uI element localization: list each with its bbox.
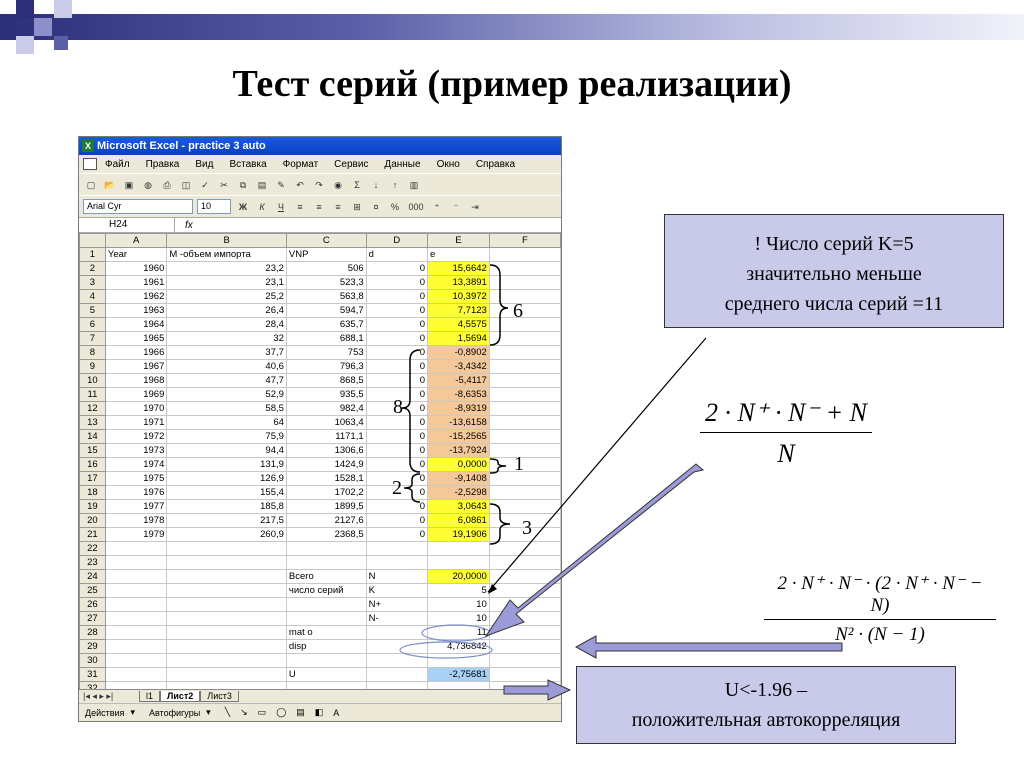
cell-d[interactable]: 0 bbox=[366, 276, 427, 290]
row-header[interactable]: 11 bbox=[80, 388, 106, 402]
cell-c[interactable]: 868,5 bbox=[286, 374, 366, 388]
cell-b[interactable]: 260,9 bbox=[167, 528, 287, 542]
cell-c[interactable]: 688,1 bbox=[286, 332, 366, 346]
conclusion-line-1: U<-1.96 – bbox=[724, 679, 808, 701]
row-header[interactable]: 24 bbox=[80, 570, 106, 584]
run-count-label-1: 1 bbox=[514, 453, 524, 475]
row-header[interactable]: 28 bbox=[80, 626, 106, 640]
cell-b[interactable]: 64 bbox=[167, 416, 287, 430]
cell-d[interactable]: 0 bbox=[366, 402, 427, 416]
cell-a[interactable]: 1970 bbox=[105, 402, 167, 416]
cell-e[interactable]: -2,75681 bbox=[428, 668, 490, 682]
brace-run-1 bbox=[490, 459, 506, 473]
row-header[interactable]: 13 bbox=[80, 416, 106, 430]
hyperlink-icon[interactable]: ◉ bbox=[334, 179, 342, 190]
callout-pointer-line bbox=[488, 338, 706, 592]
cell-d[interactable]: 0 bbox=[366, 332, 427, 346]
menu-tools[interactable]: Сервис bbox=[334, 158, 369, 170]
arrow-tool-icon[interactable]: ↘ bbox=[240, 707, 248, 717]
cell-b[interactable]: 126,9 bbox=[167, 472, 287, 486]
cell-a[interactable]: 1969 bbox=[105, 388, 167, 402]
cell-d[interactable]: 0 bbox=[366, 444, 427, 458]
cell-b[interactable]: 40,6 bbox=[167, 360, 287, 374]
cell-a[interactable]: 1967 bbox=[105, 360, 167, 374]
thousands-icon[interactable]: 000 bbox=[408, 201, 424, 212]
cell-b[interactable]: 58,5 bbox=[167, 402, 287, 416]
cell-d[interactable]: 0 bbox=[366, 290, 427, 304]
cell-c[interactable]: 796,3 bbox=[286, 360, 366, 374]
cell-b[interactable]: 28,4 bbox=[167, 318, 287, 332]
cell-c[interactable]: Всего bbox=[286, 570, 366, 584]
column-header-d[interactable]: D bbox=[366, 234, 427, 248]
mean-formula-numerator: 2 · N⁺ · N⁻ + N bbox=[700, 398, 872, 433]
cell-a[interactable]: 1979 bbox=[105, 528, 167, 542]
row-header[interactable]: 29 bbox=[80, 640, 106, 654]
row-header[interactable]: 20 bbox=[80, 514, 106, 528]
cell-c[interactable]: 982,4 bbox=[286, 402, 366, 416]
cell-c[interactable]: число серий bbox=[286, 584, 366, 598]
run-count-label-8: 8 bbox=[393, 396, 403, 418]
cell-c[interactable]: disp bbox=[286, 640, 366, 654]
cell-d[interactable]: d bbox=[366, 248, 427, 262]
cell-e[interactable]: -13,7924 bbox=[428, 444, 490, 458]
row-header[interactable]: 26 bbox=[80, 598, 106, 612]
row-header[interactable]: 3 bbox=[80, 276, 106, 290]
row-header[interactable]: 7 bbox=[80, 332, 106, 346]
column-header-a[interactable]: A bbox=[105, 234, 167, 248]
cell-d[interactable]: 0 bbox=[366, 458, 427, 472]
cell-a[interactable]: 1962 bbox=[105, 290, 167, 304]
cell-c[interactable]: 2368,5 bbox=[286, 528, 366, 542]
menu-file[interactable]: Файл bbox=[105, 158, 130, 170]
autoshapes-menu[interactable]: Автофигуры bbox=[148, 707, 201, 718]
cell-a[interactable]: 1973 bbox=[105, 444, 167, 458]
runs-note-line-2: значительно меньше bbox=[746, 263, 922, 285]
cell-c[interactable]: 506 bbox=[286, 262, 366, 276]
callout-pointer-head bbox=[488, 584, 497, 594]
column-header-c[interactable]: C bbox=[286, 234, 366, 248]
textbox-tool-icon[interactable]: ▤ bbox=[296, 707, 305, 717]
cell-d[interactable]: N- bbox=[366, 612, 427, 626]
column-header-e[interactable]: E bbox=[428, 234, 490, 248]
menu-insert[interactable]: Вставка bbox=[229, 158, 267, 170]
cell-e[interactable]: 7,7123 bbox=[428, 304, 490, 318]
cell-c[interactable]: 1424,9 bbox=[286, 458, 366, 472]
row-header[interactable]: 8 bbox=[80, 346, 106, 360]
permission-icon[interactable]: ◍ bbox=[144, 179, 152, 190]
cell-e[interactable]: 5 bbox=[428, 584, 490, 598]
name-box[interactable]: H24 bbox=[79, 218, 175, 232]
cell-c[interactable]: 935,5 bbox=[286, 388, 366, 402]
cell-b[interactable]: 37,7 bbox=[167, 346, 287, 360]
cell-b[interactable]: 185,8 bbox=[167, 500, 287, 514]
cell-a[interactable]: Year bbox=[105, 248, 167, 262]
cell-c[interactable]: 753 bbox=[286, 346, 366, 360]
cell-c[interactable]: 1702,2 bbox=[286, 486, 366, 500]
cell-e[interactable]: e bbox=[428, 248, 490, 262]
drawing-toolbar: Действия ▾ Автофигуры ▾ ╲ ↘ ▭ ◯ ▤ ◧ A bbox=[79, 703, 561, 721]
row-header[interactable]: 10 bbox=[80, 374, 106, 388]
row-header[interactable]: 6 bbox=[80, 318, 106, 332]
cell-a[interactable]: 1971 bbox=[105, 416, 167, 430]
line-tool-icon[interactable]: ╲ bbox=[224, 707, 231, 717]
column-header-f[interactable]: F bbox=[489, 234, 560, 248]
cell-c[interactable]: 594,7 bbox=[286, 304, 366, 318]
open-icon[interactable]: 📂 bbox=[104, 179, 116, 190]
sheet-nav-arrows[interactable]: |◂ ◂ ▸ ▸| bbox=[83, 691, 114, 701]
format-painter-icon[interactable]: ✎ bbox=[277, 179, 285, 190]
sheet-tab-l1[interactable]: l1 bbox=[139, 691, 160, 702]
menu-edit[interactable]: Правка bbox=[145, 158, 180, 170]
font-name-select[interactable]: Arial Cyr bbox=[83, 199, 193, 214]
cell-b[interactable]: 217,5 bbox=[167, 514, 287, 528]
cell-e[interactable]: -3,4342 bbox=[428, 360, 490, 374]
run-count-label-3: 3 bbox=[522, 517, 532, 539]
cell-e[interactable]: 3,0643 bbox=[428, 500, 490, 514]
cell-e[interactable]: 15,6642 bbox=[428, 262, 490, 276]
cell-a[interactable]: 1968 bbox=[105, 374, 167, 388]
mean-formula-denominator: N bbox=[777, 439, 795, 468]
font-color-icon[interactable]: A bbox=[333, 707, 340, 718]
disp-highlight-ellipse bbox=[400, 642, 492, 658]
undo-icon[interactable]: ↶ bbox=[296, 179, 304, 190]
increase-decimal-icon[interactable]: ⁺ bbox=[434, 201, 440, 212]
mean-formula-arrow bbox=[486, 464, 703, 636]
cell-e[interactable]: 6,0861 bbox=[428, 514, 490, 528]
cut-icon[interactable]: ✂ bbox=[220, 179, 228, 190]
cell-d[interactable]: N bbox=[366, 570, 427, 584]
cell-b[interactable]: M -объем импорта bbox=[167, 248, 287, 262]
cell-a[interactable]: 1960 bbox=[105, 262, 167, 276]
print-icon[interactable]: ⎙ bbox=[163, 179, 171, 190]
paste-icon[interactable]: ▤ bbox=[257, 179, 267, 190]
cell-b[interactable]: 32 bbox=[167, 332, 287, 346]
cell-d[interactable]: 0 bbox=[366, 318, 427, 332]
cell-b[interactable]: 131,9 bbox=[167, 458, 287, 472]
align-right-icon[interactable]: ≡ bbox=[335, 201, 341, 212]
cell-c[interactable]: mat o bbox=[286, 626, 366, 640]
cell-a[interactable]: 1965 bbox=[105, 332, 167, 346]
cell-b[interactable]: 25,2 bbox=[167, 290, 287, 304]
cell-e[interactable]: -0,8902 bbox=[428, 346, 490, 360]
brace-run-3 bbox=[490, 504, 510, 544]
cell-e[interactable]: 10 bbox=[428, 598, 490, 612]
brace-run-8 bbox=[402, 350, 420, 472]
sort-asc-icon[interactable]: ↓ bbox=[373, 179, 379, 190]
cell-a[interactable]: 1972 bbox=[105, 430, 167, 444]
brace-run-6 bbox=[490, 265, 508, 345]
percent-icon[interactable]: % bbox=[390, 201, 399, 212]
cell-d[interactable]: 0 bbox=[366, 304, 427, 318]
cell-e[interactable]: -8,6353 bbox=[428, 388, 490, 402]
row-header[interactable]: 14 bbox=[80, 430, 106, 444]
conclusion-arrow bbox=[504, 680, 570, 700]
cell-e[interactable]: 13,3891 bbox=[428, 276, 490, 290]
row-header[interactable]: 23 bbox=[80, 556, 106, 570]
row-header[interactable]: 2 bbox=[80, 262, 106, 276]
autosum-icon[interactable]: Σ bbox=[354, 179, 360, 190]
runs-note-line-1: ! Число серий K=5 bbox=[754, 233, 914, 255]
row-header[interactable]: 17 bbox=[80, 472, 106, 486]
row-header[interactable]: 22 bbox=[80, 542, 106, 556]
row-header[interactable]: 4 bbox=[80, 290, 106, 304]
column-header-b[interactable]: B bbox=[167, 234, 287, 248]
indent-icon[interactable]: ⇥ bbox=[471, 201, 479, 212]
row-header[interactable]: 18 bbox=[80, 486, 106, 500]
slide-title: Тест серий (пример реализации) bbox=[232, 63, 792, 105]
cell-e[interactable]: 10,3972 bbox=[428, 290, 490, 304]
row-header[interactable]: 15 bbox=[80, 444, 106, 458]
align-center-icon[interactable]: ≡ bbox=[316, 201, 322, 212]
cell-e[interactable]: 4,736842 bbox=[428, 640, 490, 654]
decrease-decimal-icon[interactable]: ⁻ bbox=[453, 201, 459, 212]
cell-a[interactable]: 1966 bbox=[105, 346, 167, 360]
cell-a[interactable]: 1976 bbox=[105, 486, 167, 500]
cell-e[interactable]: -9,1408 bbox=[428, 472, 490, 486]
cell-d[interactable]: K bbox=[366, 584, 427, 598]
cell-e[interactable]: -8,9319 bbox=[428, 402, 490, 416]
run-count-label-2: 2 bbox=[392, 477, 402, 499]
menu-view[interactable]: Вид bbox=[195, 158, 214, 170]
cell-c[interactable]: 635,7 bbox=[286, 318, 366, 332]
cell-d[interactable]: 0 bbox=[366, 430, 427, 444]
cell-a[interactable]: 1977 bbox=[105, 500, 167, 514]
cell-a[interactable]: 1961 bbox=[105, 276, 167, 290]
cell-c[interactable]: VNP bbox=[286, 248, 366, 262]
merge-icon[interactable]: ⊞ bbox=[353, 201, 361, 212]
row-header[interactable]: 5 bbox=[80, 304, 106, 318]
cell-b[interactable]: 26,4 bbox=[167, 304, 287, 318]
row-header[interactable]: 16 bbox=[80, 458, 106, 472]
cell-e[interactable]: 1,5694 bbox=[428, 332, 490, 346]
row-header[interactable]: 25 bbox=[80, 584, 106, 598]
cell-a[interactable]: 1978 bbox=[105, 514, 167, 528]
cell-b[interactable]: 94,4 bbox=[167, 444, 287, 458]
sheet-tab-list2[interactable]: Лист2 bbox=[160, 691, 200, 702]
menu-format[interactable]: Формат bbox=[282, 158, 319, 170]
cell-e[interactable]: 4,5575 bbox=[428, 318, 490, 332]
cell-b[interactable]: 52,9 bbox=[167, 388, 287, 402]
run-count-label-6: 6 bbox=[513, 300, 523, 322]
cell-d[interactable]: 0 bbox=[366, 346, 427, 360]
copy-icon[interactable]: ⧉ bbox=[239, 179, 247, 190]
cell-c[interactable]: 1063,4 bbox=[286, 416, 366, 430]
excel-window-title: Microsoft Excel - practice 3 auto bbox=[97, 140, 266, 152]
chart-wizard-icon[interactable]: ▥ bbox=[409, 179, 419, 190]
bold-icon[interactable]: Ж bbox=[238, 201, 248, 212]
cell-c[interactable]: 1306,6 bbox=[286, 444, 366, 458]
row-header[interactable]: 12 bbox=[80, 402, 106, 416]
cell-e[interactable]: -2,5298 bbox=[428, 486, 490, 500]
cell-e[interactable]: -15,2565 bbox=[428, 430, 490, 444]
underline-icon[interactable]: Ч bbox=[278, 201, 284, 212]
cell-c[interactable]: 1171,1 bbox=[286, 430, 366, 444]
variance-formula-numerator: 2 · N⁺ · N⁻ · (2 · N⁺ · N⁻ − N) bbox=[764, 572, 996, 620]
font-size-select[interactable]: 10 bbox=[197, 199, 231, 214]
cell-c[interactable]: 1899,5 bbox=[286, 500, 366, 514]
cell-a[interactable]: 1974 bbox=[105, 458, 167, 472]
cell-b[interactable]: 47,7 bbox=[167, 374, 287, 388]
fx-icon[interactable]: fx bbox=[185, 219, 193, 231]
cell-d[interactable]: 0 bbox=[366, 514, 427, 528]
fill-color-icon[interactable]: ◧ bbox=[314, 707, 324, 717]
cell-d[interactable]: 0 bbox=[366, 500, 427, 514]
cell-d[interactable]: 0 bbox=[366, 472, 427, 486]
cell-c[interactable]: 2127,6 bbox=[286, 514, 366, 528]
conclusion-line-2: положительная автокорреляция bbox=[631, 709, 901, 731]
cell-c[interactable]: 523,3 bbox=[286, 276, 366, 290]
row-header[interactable]: 30 bbox=[80, 654, 106, 668]
cell-d[interactable]: 0 bbox=[366, 262, 427, 276]
menu-window[interactable]: Окно bbox=[436, 158, 460, 170]
cell-d[interactable]: 0 bbox=[366, 416, 427, 430]
menu-data[interactable]: Данные bbox=[384, 158, 421, 170]
preview-icon[interactable]: ◫ bbox=[181, 179, 191, 190]
currency-icon[interactable]: ¤ bbox=[373, 201, 379, 212]
cell-b[interactable]: 23,2 bbox=[167, 262, 287, 276]
cell-d[interactable]: 0 bbox=[366, 388, 427, 402]
row-header[interactable]: 27 bbox=[80, 612, 106, 626]
cell-c[interactable]: 563,8 bbox=[286, 290, 366, 304]
oval-tool-icon[interactable]: ◯ bbox=[276, 707, 287, 717]
cell-e[interactable]: -13,6158 bbox=[428, 416, 490, 430]
cell-d[interactable]: 0 bbox=[366, 360, 427, 374]
row-header[interactable]: 9 bbox=[80, 360, 106, 374]
cell-b[interactable]: 75,9 bbox=[167, 430, 287, 444]
menu-help[interactable]: Справка bbox=[475, 158, 516, 170]
cell-d[interactable]: 0 bbox=[366, 528, 427, 542]
row-header[interactable]: 1 bbox=[80, 248, 106, 262]
redo-icon[interactable]: ↷ bbox=[315, 179, 323, 190]
cell-a[interactable]: 1963 bbox=[105, 304, 167, 318]
brace-run-2 bbox=[404, 474, 420, 502]
sort-desc-icon[interactable]: ↑ bbox=[392, 179, 398, 190]
cell-b[interactable]: 155,4 bbox=[167, 486, 287, 500]
cell-e[interactable]: -5,4117 bbox=[428, 374, 490, 388]
cell-e[interactable]: 20,0000 bbox=[428, 570, 490, 584]
variance-formula-denominator: N² · (N − 1) bbox=[835, 624, 925, 645]
align-left-icon[interactable]: ≡ bbox=[297, 201, 303, 212]
cell-d[interactable]: 0 bbox=[366, 374, 427, 388]
row-header[interactable]: 31 bbox=[80, 668, 106, 682]
cell-e[interactable]: 10 bbox=[428, 612, 490, 626]
italic-icon[interactable]: К bbox=[259, 201, 265, 212]
variance-formula-arrow bbox=[576, 636, 842, 658]
cell-a[interactable]: 1964 bbox=[105, 318, 167, 332]
runs-note-line-3: среднего числа серий =11 bbox=[724, 293, 944, 315]
cell-d[interactable]: 0 bbox=[366, 486, 427, 500]
row-header[interactable]: 21 bbox=[80, 528, 106, 542]
draw-actions-menu[interactable]: Действия bbox=[85, 707, 125, 718]
excel-logo-icon: X bbox=[82, 140, 94, 152]
spelling-icon[interactable]: ✓ bbox=[201, 179, 209, 190]
mat-o-highlight-ellipse bbox=[422, 625, 490, 641]
cell-e[interactable]: 0,0000 bbox=[428, 458, 490, 472]
cell-a[interactable]: 1975 bbox=[105, 472, 167, 486]
cell-c[interactable]: U bbox=[286, 668, 366, 682]
row-header[interactable]: 19 bbox=[80, 500, 106, 514]
sheet-tab-list3[interactable]: Лист3 bbox=[200, 691, 239, 702]
cell-e[interactable]: 11 bbox=[428, 626, 490, 640]
cell-b[interactable]: 23,1 bbox=[167, 276, 287, 290]
cell-e[interactable]: 19,1906 bbox=[428, 528, 490, 542]
cell-c[interactable]: 1528,1 bbox=[286, 472, 366, 486]
save-icon[interactable]: ▣ bbox=[124, 179, 134, 190]
new-icon[interactable]: ▢ bbox=[86, 179, 96, 190]
rectangle-tool-icon[interactable]: ▭ bbox=[257, 707, 267, 717]
cell-d[interactable]: N+ bbox=[366, 598, 427, 612]
